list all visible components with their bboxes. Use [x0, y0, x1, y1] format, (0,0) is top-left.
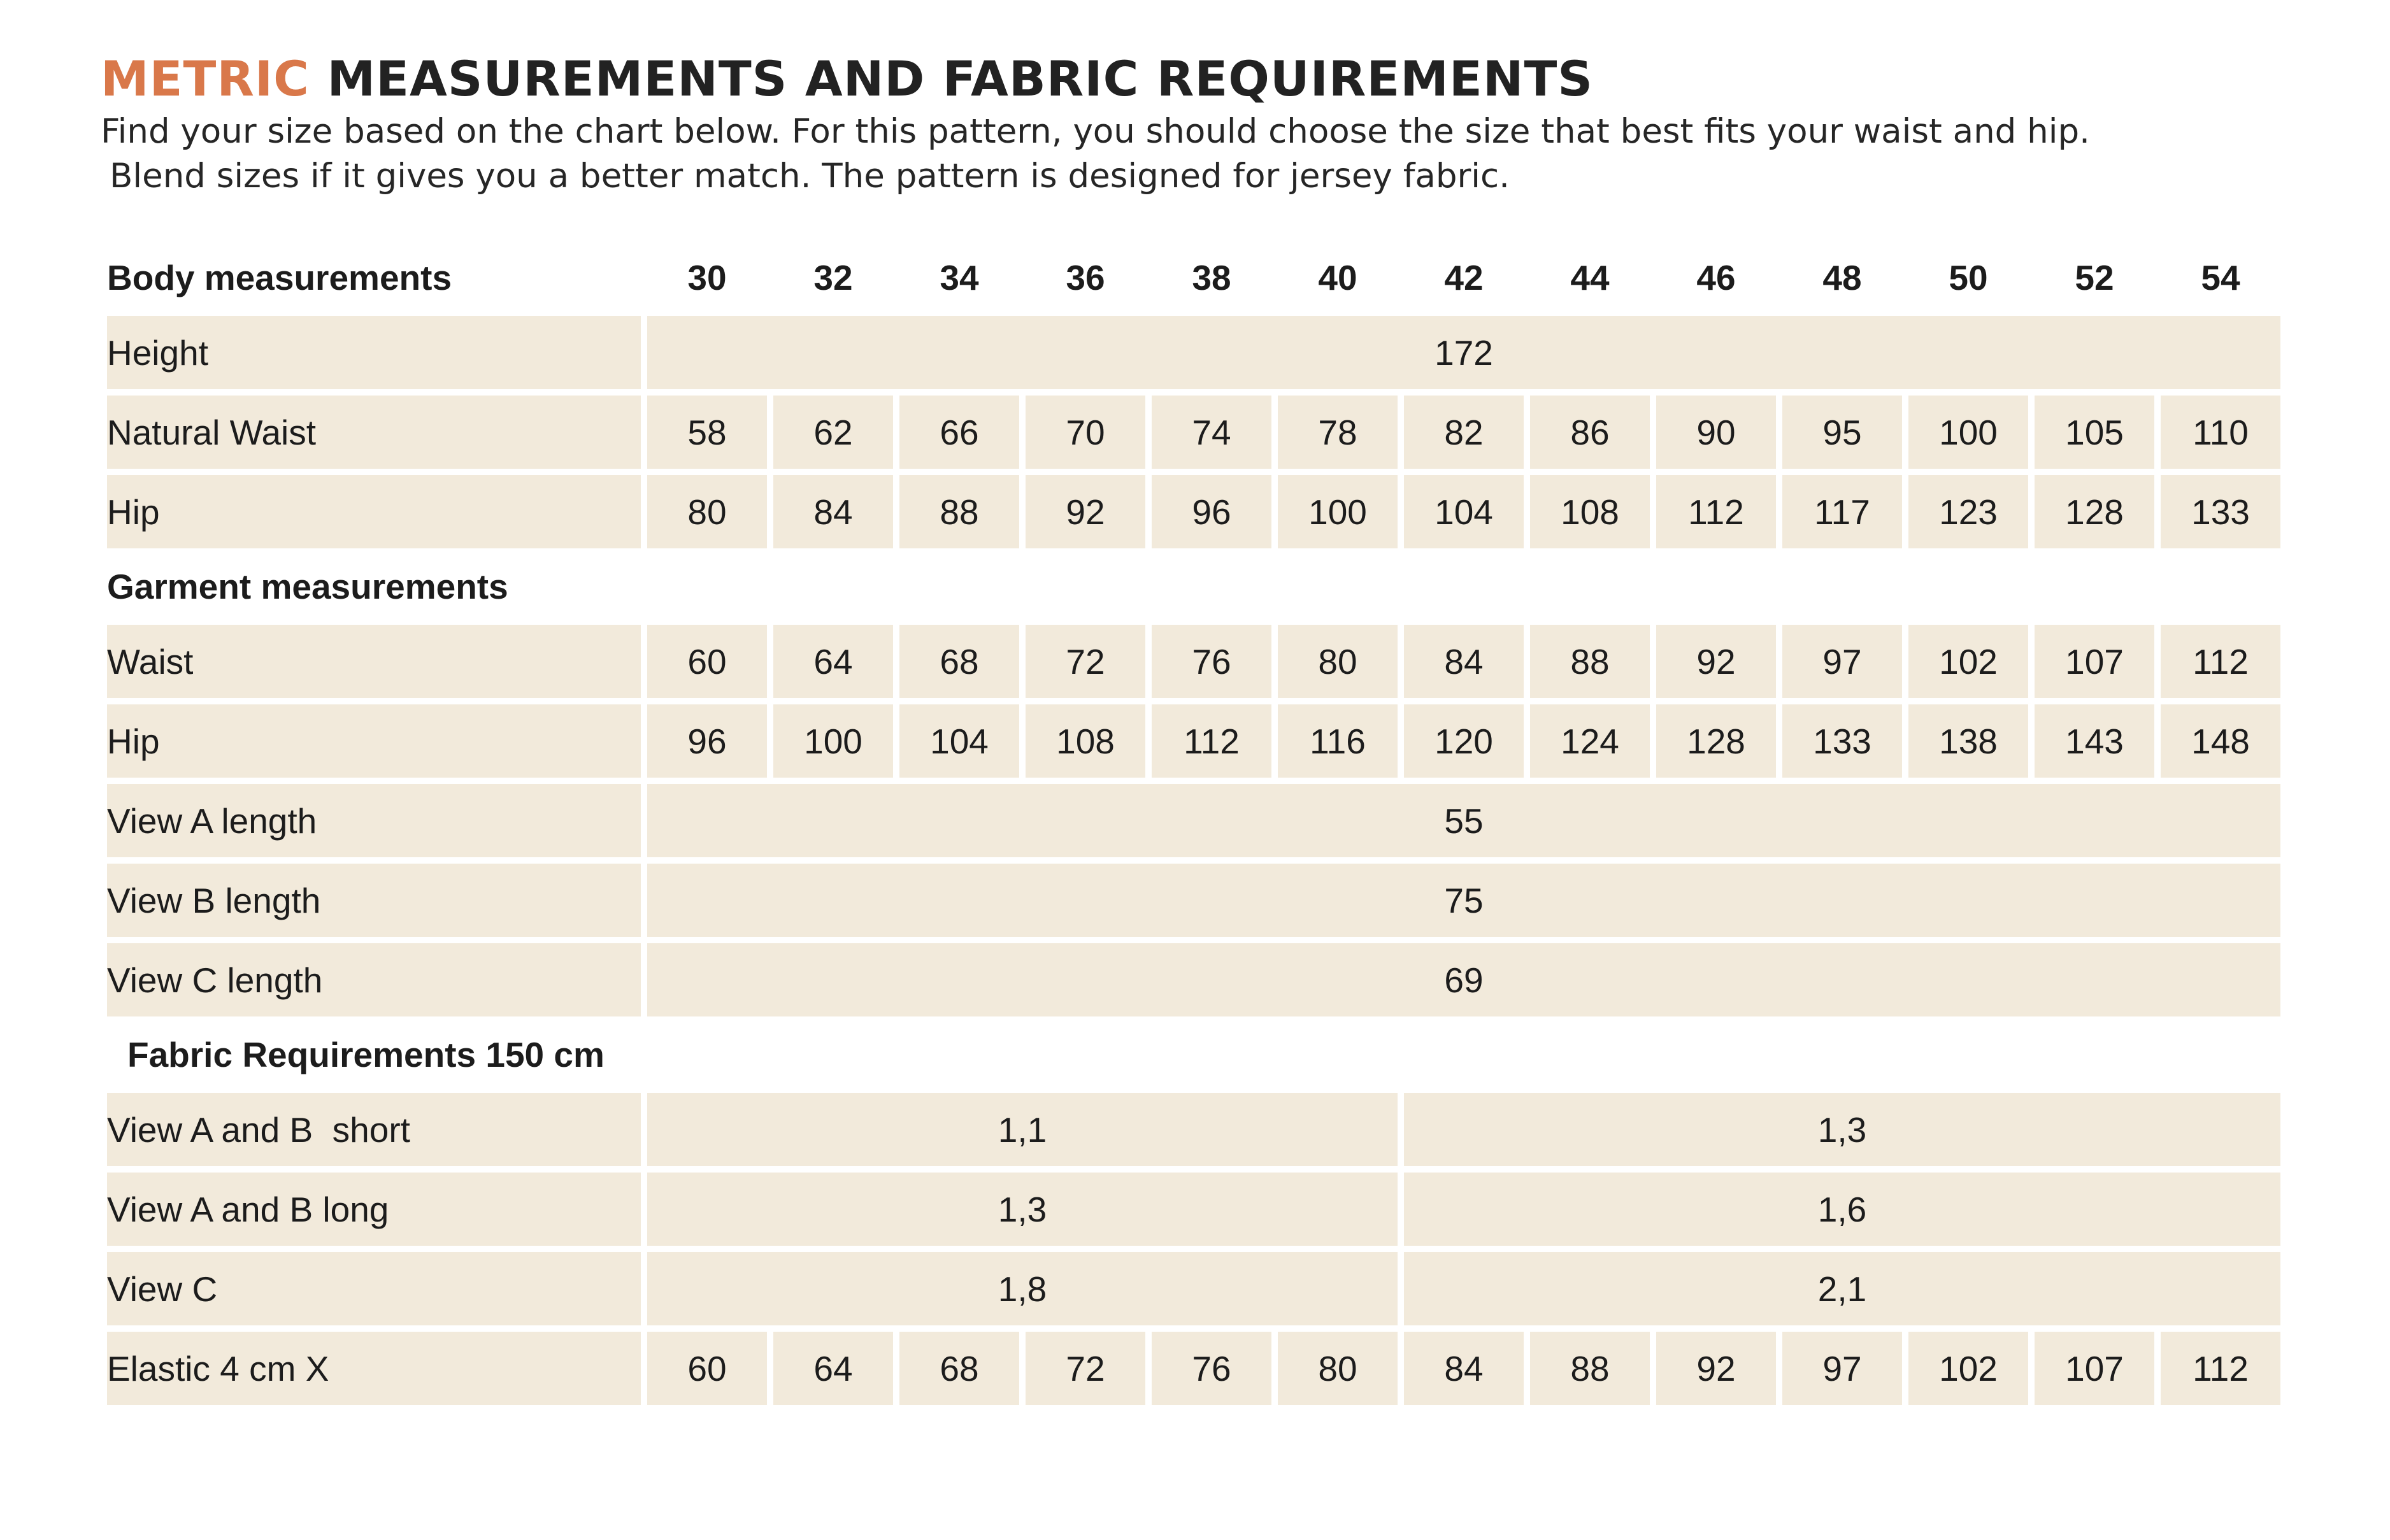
fabric-small-sizes-value: 1,1	[647, 1093, 1398, 1166]
table-row-body-hip	[107, 475, 2280, 548]
table-row-view-c	[107, 1252, 2280, 1325]
table-cell: 133	[1782, 704, 1902, 778]
table-cell: 110	[2161, 396, 2280, 469]
table-cell: 74	[1152, 396, 1271, 469]
table-cell: 88	[899, 475, 1019, 548]
measurement-table	[101, 239, 2287, 1411]
size-header: 38	[1192, 258, 1231, 297]
table-cell: 128	[1656, 704, 1776, 778]
table-cell: 84	[1404, 625, 1524, 698]
row-label: Hip	[107, 704, 641, 778]
table-cell: 72	[1026, 625, 1145, 698]
table-row-height	[107, 316, 2280, 389]
table-cell: 133	[2161, 475, 2280, 548]
row-label: Hip	[107, 475, 641, 548]
table-row-elastic	[107, 1332, 2280, 1405]
height-value: 172	[647, 316, 2280, 389]
table-row-waist	[107, 625, 2280, 698]
table-cell: 88	[1530, 1332, 1650, 1405]
table-cell: 97	[1782, 1332, 1902, 1405]
intro-line-2: Blend sizes if it gives you a better match. The pattern is designed for jersey fabric.	[110, 157, 1510, 196]
table-cell: 76	[1152, 1332, 1271, 1405]
table-cell: 92	[1656, 1332, 1776, 1405]
table-cell: 95	[1782, 396, 1902, 469]
fabric-large-sizes-value: 1,3	[1404, 1093, 2280, 1166]
view-a-length-value: 55	[647, 784, 2280, 857]
table-cell: 117	[1782, 475, 1902, 548]
size-header: 36	[1066, 258, 1105, 297]
row-label: View C	[107, 1252, 641, 1325]
table-cell: 78	[1278, 396, 1398, 469]
body-section-label: Body measurements	[107, 258, 452, 297]
table-cell: 143	[2035, 704, 2154, 778]
row-label: View A and B short	[107, 1093, 641, 1166]
table-row-view-b-length	[107, 864, 2280, 937]
table-cell: 80	[647, 475, 767, 548]
table-cell: 96	[647, 704, 767, 778]
title-accent: METRIC	[101, 50, 310, 107]
table-cell: 108	[1530, 475, 1650, 548]
view-c-length-value: 69	[647, 943, 2280, 1016]
table-cell: 84	[773, 475, 893, 548]
table-cell: 68	[899, 625, 1019, 698]
table-cell: 72	[1026, 1332, 1145, 1405]
table-row-view-ab-short	[107, 1093, 2280, 1166]
fabric-small-sizes-value: 1,3	[647, 1173, 1398, 1246]
size-header: 34	[940, 258, 979, 297]
table-cell: 112	[1152, 704, 1271, 778]
size-header: 52	[2075, 258, 2114, 297]
table-cell: 70	[1026, 396, 1145, 469]
fabric-section-label: Fabric Requirements 150 cm	[127, 1035, 605, 1074]
table-cell: 96	[1152, 475, 1271, 548]
table-cell: 76	[1152, 625, 1271, 698]
table-cell: 107	[2035, 625, 2154, 698]
title-rest: MEASUREMENTS AND FABRIC REQUIREMENTS	[327, 50, 1594, 107]
size-header: 50	[1949, 258, 1988, 297]
row-label: View B length	[107, 864, 641, 937]
table-cell: 92	[1656, 625, 1776, 698]
table-cell: 104	[899, 704, 1019, 778]
row-label: Natural Waist	[107, 396, 641, 469]
table-cell: 100	[1278, 475, 1398, 548]
table-cell: 66	[899, 396, 1019, 469]
table-cell: 64	[773, 1332, 893, 1405]
fabric-section-row	[107, 1023, 2280, 1087]
table-cell: 86	[1530, 396, 1650, 469]
table-cell: 123	[1908, 475, 2028, 548]
table-cell: 102	[1908, 1332, 2028, 1405]
table-cell: 112	[2161, 625, 2280, 698]
fabric-small-sizes-value: 1,8	[647, 1252, 1398, 1325]
row-label: View A length	[107, 784, 641, 857]
size-header: 46	[1696, 258, 1736, 297]
table-row-natural-waist	[107, 396, 2280, 469]
table-cell: 102	[1908, 625, 2028, 698]
row-label: View A and B long	[107, 1173, 641, 1246]
table-row-view-c-length	[107, 943, 2280, 1016]
table-cell: 105	[2035, 396, 2154, 469]
table-cell: 108	[1026, 704, 1145, 778]
table-cell: 64	[773, 625, 893, 698]
size-header: 40	[1318, 258, 1357, 297]
table-cell: 88	[1530, 625, 1650, 698]
table-cell: 138	[1908, 704, 2028, 778]
table-row-view-a-length	[107, 784, 2280, 857]
table-cell: 148	[2161, 704, 2280, 778]
size-header-row	[107, 246, 2280, 310]
row-label: View C length	[107, 943, 641, 1016]
garment-section-row	[107, 555, 2280, 618]
table-cell: 120	[1404, 704, 1524, 778]
table-cell: 107	[2035, 1332, 2154, 1405]
view-b-length-value: 75	[647, 864, 2280, 937]
size-header: 32	[813, 258, 853, 297]
table-cell: 58	[647, 396, 767, 469]
table-cell: 124	[1530, 704, 1650, 778]
table-cell: 100	[773, 704, 893, 778]
table-row-garment-hip	[107, 704, 2280, 778]
table-cell: 80	[1278, 625, 1398, 698]
table-cell: 104	[1404, 475, 1524, 548]
size-header: 44	[1570, 258, 1610, 297]
table-cell: 80	[1278, 1332, 1398, 1405]
table-row-view-ab-long	[107, 1173, 2280, 1246]
size-header: 54	[2201, 258, 2240, 297]
size-header: 30	[687, 258, 727, 297]
table-cell: 128	[2035, 475, 2154, 548]
table-cell: 84	[1404, 1332, 1524, 1405]
table-cell: 112	[1656, 475, 1776, 548]
table-cell: 82	[1404, 396, 1524, 469]
table-cell: 68	[899, 1332, 1019, 1405]
size-header: 42	[1444, 258, 1484, 297]
table-cell: 90	[1656, 396, 1776, 469]
garment-section-label: Garment measurements	[107, 567, 508, 606]
table-cell: 60	[647, 625, 767, 698]
table-cell: 100	[1908, 396, 2028, 469]
table-cell: 97	[1782, 625, 1902, 698]
fabric-large-sizes-value: 2,1	[1404, 1252, 2280, 1325]
row-label: Elastic 4 cm X	[107, 1332, 641, 1405]
table-cell: 116	[1278, 704, 1398, 778]
table-cell: 60	[647, 1332, 767, 1405]
page-title	[101, 52, 1593, 106]
table-cell: 92	[1026, 475, 1145, 548]
table-cell: 112	[2161, 1332, 2280, 1405]
fabric-large-sizes-value: 1,6	[1404, 1173, 2280, 1246]
size-header: 48	[1822, 258, 1862, 297]
row-label: Waist	[107, 625, 641, 698]
row-label: Height	[107, 316, 641, 389]
intro-line-1: Find your size based on the chart below. For this pattern, you should choose the size that best fits your waist and hip.	[101, 112, 2090, 151]
table-cell: 62	[773, 396, 893, 469]
intro-text	[101, 110, 2090, 199]
